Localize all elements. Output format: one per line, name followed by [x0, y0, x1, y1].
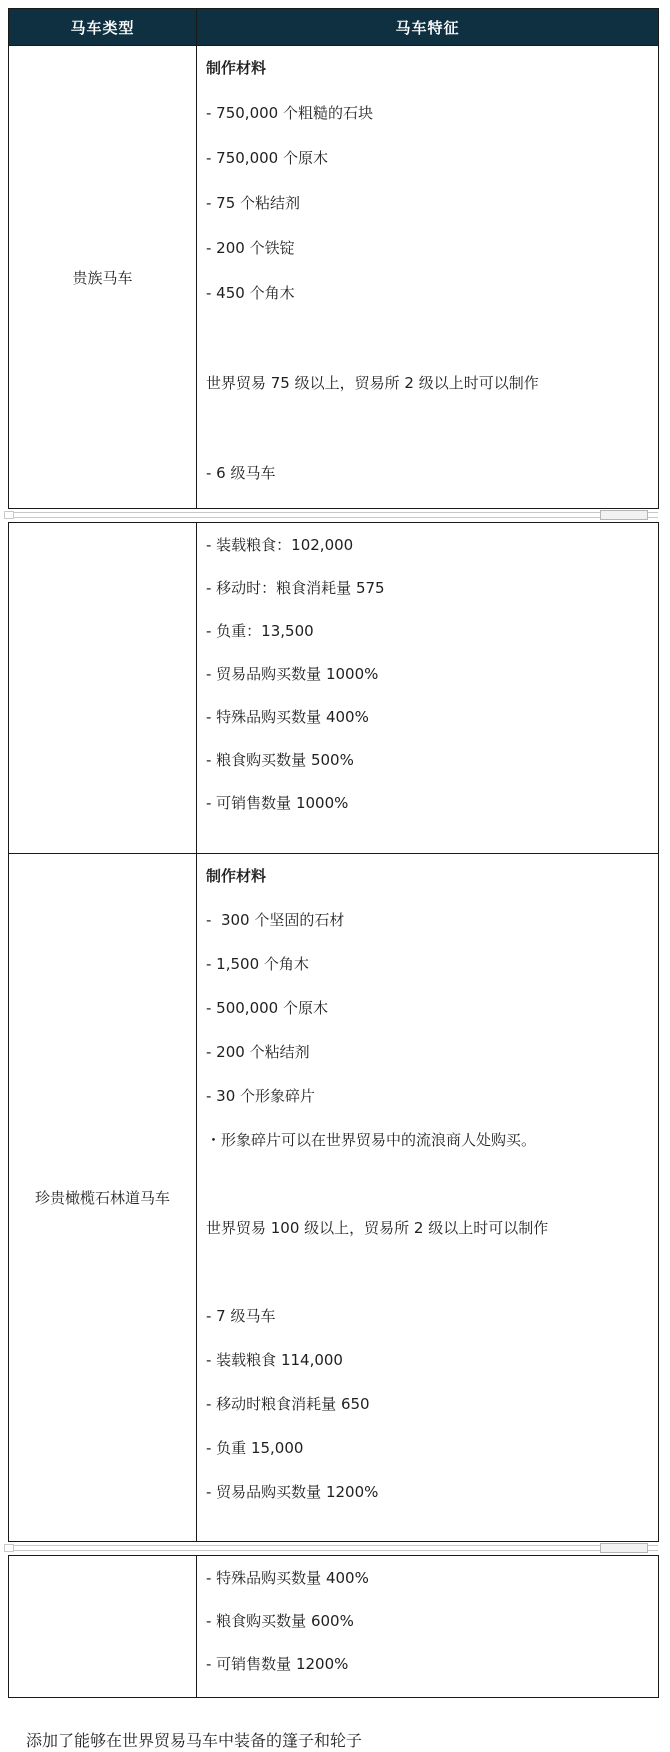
feature-line: - 移动时粮食消耗量 650 — [206, 1395, 370, 1413]
feature-line: - 30 个形象碎片 — [206, 1087, 316, 1105]
header-carriage-features: 马车特征 — [197, 9, 659, 46]
carriage-table-fragment-2 — [8, 522, 659, 1542]
feature-line: - 500,000 个原木 — [206, 999, 328, 1017]
carriage-features-cell — [197, 523, 659, 854]
feature-line: - 6 级马车 — [206, 464, 276, 482]
feature-line: - 特殊品购买数量 400% — [206, 1569, 369, 1587]
table-header-row — [9, 9, 659, 46]
carriage-type-cell — [9, 523, 197, 854]
carriage-type-cell — [9, 1556, 197, 1698]
feature-line: 制作材料 — [206, 867, 267, 885]
blank-line — [206, 418, 648, 438]
carriage-features-cell — [197, 854, 659, 1542]
table-break-cap-left — [4, 511, 14, 519]
table-break — [8, 1542, 658, 1555]
feature-line: - 200 个粘结剂 — [206, 1043, 310, 1061]
carriage-table-fragment-1 — [8, 8, 659, 509]
feature-line: - 可销售数量 1000% — [206, 794, 349, 812]
blank-line — [206, 1262, 648, 1282]
table-break — [8, 509, 658, 522]
feature-line: - 300 个坚固的石材 — [206, 911, 345, 929]
carriage-table-fragment-3 — [8, 1555, 659, 1698]
feature-line: 世界贸易 100 级以上，贸易所 2 级以上时可以制作 — [206, 1219, 549, 1237]
feature-line: - 装载粮食：102,000 — [206, 536, 354, 554]
feature-line: - 750,000 个原木 — [206, 149, 328, 167]
feature-line: - 贸易品购买数量 1200% — [206, 1483, 379, 1501]
feature-line: - 负重：13,500 — [206, 622, 314, 640]
carriage-type-cell: 贵族马车 — [9, 46, 197, 509]
feature-line: - 装载粮食 114,000 — [206, 1351, 343, 1369]
feature-line: - 75 个粘结剂 — [206, 194, 301, 212]
table-break-cap-right — [600, 510, 648, 520]
table-break-band — [8, 512, 658, 518]
header-carriage-type: 马车类型 — [9, 9, 197, 46]
blank-line — [206, 1174, 648, 1194]
table-break-band — [8, 1545, 658, 1551]
feature-line: - 贸易品购买数量 1000% — [206, 665, 379, 683]
table-break-cap-right — [600, 1543, 648, 1553]
table-row — [9, 523, 659, 854]
feature-line: - 粮食购买数量 500% — [206, 751, 354, 769]
table-row — [9, 1556, 659, 1698]
table-break-cap-left — [4, 1544, 14, 1552]
feature-line: - 负重 15,000 — [206, 1439, 304, 1457]
feature-line: - 200 个铁锭 — [206, 239, 295, 257]
blank-line — [206, 328, 648, 348]
feature-line: - 移动时：粮食消耗量 575 — [206, 579, 385, 597]
table-row — [9, 854, 659, 1542]
feature-line: - 特殊品购买数量 400% — [206, 708, 369, 726]
carriage-features-cell — [197, 46, 659, 509]
table-row — [9, 46, 659, 509]
feature-line: - 450 个角木 — [206, 284, 295, 302]
feature-line: - 7 级马车 — [206, 1307, 276, 1325]
feature-line: 制作材料 — [206, 59, 267, 77]
footer-note: 添加了能够在世界贸易马车中装备的篷子和轮子 — [26, 1731, 363, 1750]
feature-line: - 可销售数量 1200% — [206, 1655, 349, 1673]
carriage-features-cell — [197, 1556, 659, 1698]
feature-line: - 粮食购买数量 600% — [206, 1612, 354, 1630]
feature-line: - 1,500 个角木 — [206, 955, 309, 973]
feature-line: ・形象碎片可以在世界贸易中的流浪商人处购买。 — [206, 1131, 537, 1149]
feature-line: - 750,000 个粗糙的石块 — [206, 104, 373, 122]
carriage-type-cell: 珍贵橄榄石林道马车 — [9, 854, 197, 1542]
feature-line: 世界贸易 75 级以上，贸易所 2 级以上时可以制作 — [206, 374, 539, 392]
